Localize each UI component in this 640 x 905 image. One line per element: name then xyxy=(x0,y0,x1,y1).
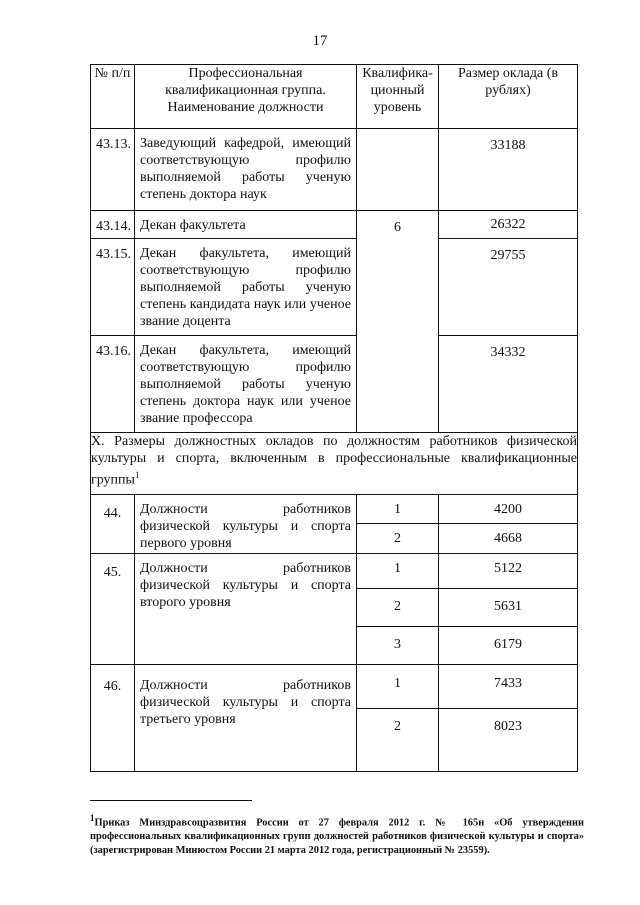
footnote-mark: 1 xyxy=(90,813,95,823)
group-level: 2 xyxy=(357,709,439,772)
row-salary: 33188 xyxy=(439,129,578,211)
section-heading xyxy=(91,433,578,495)
group-level: 2 xyxy=(357,524,439,554)
shared-level: 6 xyxy=(357,211,439,433)
group-num: 45. xyxy=(91,554,135,665)
table-row xyxy=(91,239,578,336)
row-num: 43.14. xyxy=(91,211,135,239)
section-footnote-mark: 1 xyxy=(134,470,140,480)
group-salary: 4668 xyxy=(439,524,578,554)
row-salary: 26322 xyxy=(439,211,578,239)
group-level: 1 xyxy=(357,554,439,589)
footnote-divider xyxy=(90,800,252,801)
group-num: 46. xyxy=(91,665,135,772)
row-num: 43.13. xyxy=(91,129,135,211)
group-salary: 4200 xyxy=(439,495,578,524)
group-position: Должности работников физической культуры и спорта третьего уровня xyxy=(135,665,357,772)
section-heading-row xyxy=(91,433,578,495)
table-row xyxy=(91,336,578,433)
footnote-text: Приказ Минздравсоцразвития России от 27 февраля 2012 г. № 165н «Об утверждении профессиональных квалификационных групп должностей работников физической культуры и спорта» (зарегистрирован Минюстом России 21 марта 2012 года, регистрационный № 23559). xyxy=(90,817,584,857)
group-level: 1 xyxy=(357,495,439,524)
group-position: Должности работников физической культуры и спорта второго уровня xyxy=(135,554,357,665)
group-level: 2 xyxy=(357,589,439,627)
header-level: Квалифика-ционный уровень xyxy=(357,65,439,129)
table-row xyxy=(91,211,578,239)
table-row xyxy=(91,554,578,589)
row-position: Декан факультета, имеющий соответствующую профилю выполняемой работы ученую степень доктора наук или ученое звание профессора xyxy=(135,336,357,433)
group-salary: 7433 xyxy=(439,665,578,709)
section-heading-text: X. Размеры должностных окладов по должностям работников физической культуры и спорта, включенным в профессиональные квалификационные группы xyxy=(91,434,577,488)
footnote xyxy=(90,811,584,858)
row-num: 43.15. xyxy=(91,239,135,336)
page-number: 17 xyxy=(312,33,328,49)
row-position: Заведующий кафедрой, имеющий соответствующую профилю выполняемой работы ученую степень доктора наук xyxy=(135,129,357,211)
row-num: 43.16. xyxy=(91,336,135,433)
row-position: Декан факультета, имеющий соответствующую профилю выполняемой работы ученую степень кандидата наук или ученое звание доцента xyxy=(135,239,357,336)
group-salary: 8023 xyxy=(439,709,578,772)
row-salary: 34332 xyxy=(439,336,578,433)
header-salary: Размер оклада (в рублях) xyxy=(439,65,578,129)
table-header-row xyxy=(91,65,578,129)
row-salary: 29755 xyxy=(439,239,578,336)
group-position: Должности работников физической культуры и спорта первого уровня xyxy=(135,495,357,554)
group-salary: 5122 xyxy=(439,554,578,589)
group-salary: 5631 xyxy=(439,589,578,627)
table-row xyxy=(91,665,578,709)
row-position: Декан факультета xyxy=(135,211,357,239)
salary-table xyxy=(90,64,578,772)
group-num: 44. xyxy=(91,495,135,554)
header-group: Профессиональная квалификационная группа. Наименование должности xyxy=(135,65,357,129)
group-level: 3 xyxy=(357,627,439,665)
group-salary: 6179 xyxy=(439,627,578,665)
table-row xyxy=(91,129,578,211)
header-num: № п/п xyxy=(91,65,135,129)
group-level: 1 xyxy=(357,665,439,709)
table-row xyxy=(91,495,578,524)
row-level-empty xyxy=(357,129,439,211)
